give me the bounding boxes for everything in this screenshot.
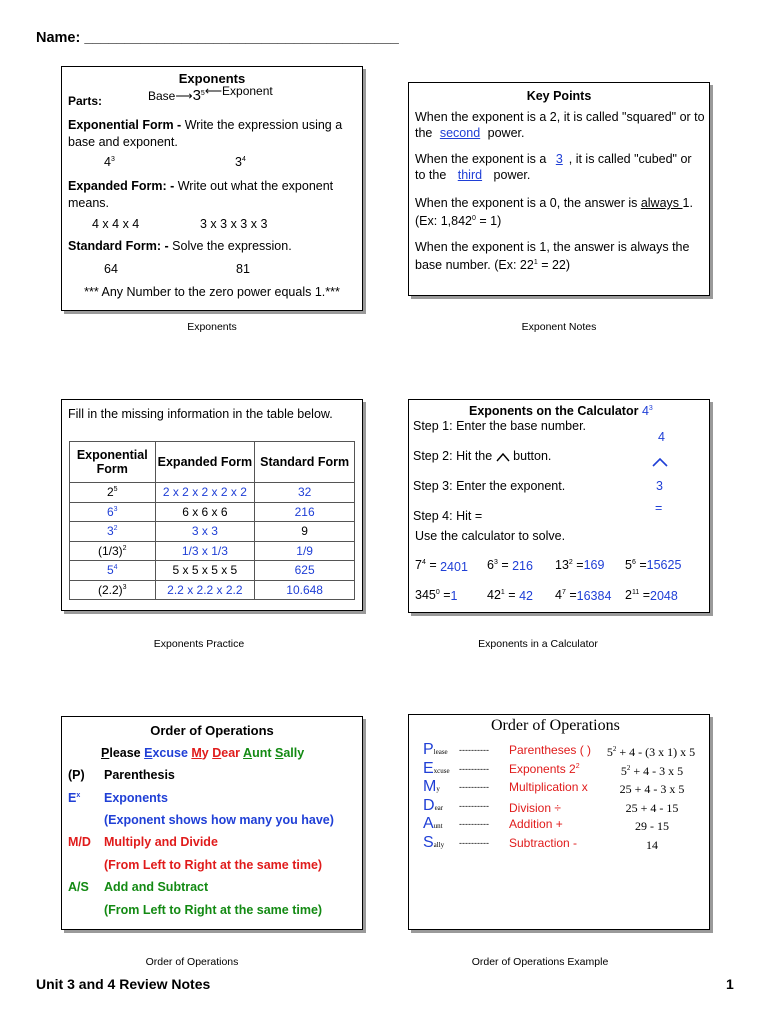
prob-exp: 6	[631, 558, 636, 566]
op-label	[509, 799, 591, 818]
prob-answer: 169	[583, 558, 605, 572]
dash-line: ----------	[459, 782, 489, 792]
letter-small: y	[436, 785, 440, 793]
cell-base: (2.2)	[97, 582, 123, 597]
prob-eq: =	[572, 558, 584, 572]
calc-problem	[555, 558, 604, 572]
text-add-subtract: Add and Subtract	[104, 880, 209, 894]
table-row	[70, 522, 355, 542]
exponential-form-text: Write the expression using a base and exponent.	[68, 118, 343, 149]
base-arrow: ⟶	[175, 89, 193, 103]
side-equals: =	[655, 501, 663, 515]
side-caret-icon	[651, 456, 669, 468]
letter-small: lease	[433, 748, 448, 756]
header-expanded: Expanded Form	[155, 442, 255, 483]
cell-exponential	[70, 502, 156, 522]
prob-eq: =	[639, 588, 651, 602]
calc-title-base: 4	[641, 404, 649, 418]
cell-exp: 2	[113, 525, 118, 533]
code-p: (P)	[68, 768, 85, 782]
prob-answer: 15625	[646, 558, 682, 572]
example-row	[423, 778, 450, 797]
ex2-base: 3	[235, 155, 242, 169]
prob-answer: 2048	[650, 589, 678, 603]
example-letters	[423, 741, 450, 852]
p2-tail: power.	[490, 168, 531, 182]
example-row	[423, 815, 450, 834]
calc-step-5: Use the calculator to solve.	[415, 529, 566, 543]
prob-exp: 4	[421, 558, 426, 566]
work-pre: 25 + 4 - 3 x 5	[619, 782, 685, 796]
dash-line: ----------	[459, 837, 489, 848]
prob-eq: =	[635, 558, 647, 572]
work-pre: 29 - 15	[635, 819, 669, 833]
exp-arrow: ⟵	[204, 84, 223, 98]
p3-answer: always	[640, 196, 683, 210]
prob-answer: 1	[450, 589, 458, 603]
cell-base: 2	[106, 485, 114, 500]
prob-answer: 2401	[440, 560, 468, 574]
mnemonic-p-rest: lease	[109, 746, 145, 760]
practice-instruction: Fill in the missing information in the table below.	[68, 407, 333, 421]
caption-order-example: Order of Operations Example	[471, 956, 609, 968]
exponential-example-1	[104, 155, 115, 169]
letter-big: S	[423, 833, 434, 851]
calc-step-1: Step 1: Enter the base number.	[413, 419, 587, 433]
work-post: + 4 - (3 x 1) x 5	[616, 745, 696, 759]
letter-small: ear	[434, 803, 444, 812]
ex1-base: 4	[104, 155, 111, 169]
cell-exponential	[70, 580, 156, 600]
p3-text: When the exponent is a 0, the answer is	[415, 196, 641, 210]
header-standard: Standard Form	[255, 442, 355, 483]
mnemonic-s: S	[275, 746, 284, 760]
letter-small: unt	[433, 822, 443, 830]
side-base: 4	[658, 430, 665, 444]
calc-step-3: Step 3: Enter the exponent.	[413, 479, 566, 493]
prob-eq: =	[439, 588, 451, 602]
mnemonic-m: M	[191, 746, 202, 760]
name-label: Name:	[36, 30, 85, 46]
expanded-form-def	[68, 178, 360, 212]
code-as: A/S	[68, 880, 89, 894]
work-sup: 2	[612, 745, 617, 753]
cell-exp: 3	[122, 583, 127, 591]
cell-standard: 625	[255, 561, 355, 581]
caret-icon	[496, 452, 510, 462]
mnemonic-a-rest: unt	[252, 746, 275, 760]
slide4-title	[469, 404, 653, 418]
zero-power-note: *** Any Number to the zero power equals 1.***	[84, 285, 340, 299]
side-exp: 3	[656, 479, 663, 493]
page-number: 1	[726, 976, 734, 992]
standard-form-def	[68, 239, 292, 253]
op-label	[509, 780, 591, 799]
p1-tail: power.	[484, 126, 525, 140]
code-e-letter: E	[68, 791, 77, 805]
work-step	[595, 801, 709, 820]
step2-tail: button.	[509, 449, 552, 463]
p2-mid: , it is called "cubed" or to the	[415, 152, 692, 182]
calc-problem	[625, 588, 678, 602]
prob-base: 13	[555, 558, 569, 572]
prob-exp: 3	[493, 558, 498, 566]
calc-problem	[625, 558, 681, 572]
example-row	[423, 834, 450, 853]
example-row	[423, 797, 450, 816]
mnemonic-p: P	[101, 746, 110, 760]
calc-step-2	[413, 449, 551, 463]
calc-problem	[487, 558, 533, 572]
p3-tail: = 1)	[475, 214, 502, 229]
cell-standard: 10.648	[255, 580, 355, 600]
base-label: Base	[148, 89, 176, 103]
prob-eq: =	[425, 558, 441, 572]
prob-exp: 2	[568, 558, 573, 566]
key-point-squared	[415, 109, 705, 141]
slide-order-of-operations	[61, 716, 363, 930]
header-exponential: Exponential Form	[70, 442, 156, 483]
cell-exponential	[70, 522, 156, 542]
exponent-label: Exponent	[222, 84, 273, 98]
slide-key-points	[408, 82, 710, 296]
cell-base: (1/3)	[97, 543, 123, 558]
letter-big: P	[423, 741, 434, 758]
cell-base: 3	[106, 524, 114, 539]
op-label-text: Subtraction -	[509, 835, 578, 850]
ex1-exp: 3	[110, 155, 115, 163]
p2-answer-1: 3	[555, 152, 563, 166]
table-row	[70, 580, 355, 600]
base-digit: 3	[192, 87, 201, 104]
letter-small: xcuse	[433, 766, 450, 775]
caption-exponent-notes: Exponent Notes	[521, 321, 597, 333]
work-pre: 5	[620, 763, 627, 778]
code-e-sup: x	[76, 791, 81, 799]
dash-line: ----------	[459, 763, 489, 774]
p3-exp: 0	[471, 215, 476, 222]
prob-answer: 216	[512, 559, 533, 573]
cell-exp: 3	[113, 505, 118, 513]
op-label	[509, 817, 591, 836]
cell-exp: 2	[122, 544, 127, 552]
work-pre: 5	[606, 745, 613, 759]
calc-title: Exponents on the Calculator	[469, 404, 639, 418]
expanded-example-2: 3 x 3 x 3 x 3	[200, 217, 268, 231]
base-exp: 5	[200, 90, 205, 97]
table-row	[70, 541, 355, 561]
prob-base: 345	[415, 588, 436, 602]
prob-eq: =	[504, 588, 520, 602]
prob-exp: 7	[561, 588, 566, 596]
op-label	[509, 836, 591, 855]
p4-text: When the exponent is 1, the answer is always the base number. (Ex: 22	[415, 240, 690, 273]
calc-problem	[555, 588, 611, 602]
dash-line: ----------	[459, 745, 489, 755]
dash-line: ----------	[459, 819, 489, 829]
letter-small: ally	[433, 840, 445, 849]
dash-line: ----------	[459, 800, 489, 811]
cell-expanded: 2.2 x 2.2 x 2.2	[155, 580, 255, 600]
calc-problem	[415, 588, 458, 602]
p1-text: When the exponent is a 2, it is called "squared" or to the	[415, 110, 705, 140]
exponential-form-label: Exponential Form -	[68, 118, 185, 132]
example-dashes	[459, 745, 489, 856]
practice-table	[69, 441, 355, 600]
work-step	[595, 819, 709, 838]
cell-exponential	[70, 561, 156, 581]
code-md: M/D	[68, 835, 91, 849]
mnemonic-m-rest: y	[201, 746, 213, 760]
slide1-title: Exponents	[178, 71, 246, 86]
work-step	[595, 764, 709, 783]
prob-base: 7	[415, 558, 422, 572]
calc-title-exp: 3	[648, 404, 653, 412]
mnemonic-a: A	[243, 746, 253, 760]
table-row	[70, 502, 355, 522]
ex2-exp: 4	[241, 155, 246, 163]
cell-expanded: 1/3 x 1/3	[155, 541, 255, 561]
example-labels	[509, 743, 591, 854]
mnemonic-d-rest: ear	[221, 746, 244, 760]
op-label-text: Exponents 2	[509, 761, 576, 776]
text-exponents: Exponents	[104, 791, 168, 805]
calc-problem	[487, 588, 533, 602]
expanded-form-text: Write out what the exponent means.	[68, 179, 334, 210]
work-post: + 4 - 3 x 5	[630, 763, 684, 778]
calc-title-example	[642, 404, 653, 418]
key-point-zero	[415, 195, 705, 229]
expanded-form-label: Expanded Form: -	[68, 179, 178, 193]
footer-title: Unit 3 and 4 Review Notes	[36, 976, 211, 992]
op-label-sup: 2	[575, 762, 580, 770]
work-pre: 25 + 4 - 15	[625, 800, 679, 815]
calc-problem	[415, 558, 468, 572]
mnemonic-d: D	[212, 746, 222, 760]
p4-exp: 1	[533, 259, 538, 266]
cell-exp: 4	[113, 564, 118, 572]
key-point-one	[415, 239, 707, 273]
cell-expanded: 5 x 5 x 5 x 5	[155, 561, 255, 581]
work-step	[595, 782, 709, 801]
caption-calculator: Exponents in a Calculator	[478, 638, 598, 650]
prob-base: 6	[487, 558, 494, 572]
mnemonic-e: E	[144, 746, 153, 760]
prob-answer: 42	[519, 589, 533, 603]
slide6-title: Order of Operations	[491, 717, 620, 734]
step2-text: Step 2: Hit the	[413, 449, 496, 463]
p4-tail: = 22)	[537, 258, 571, 273]
p2-text: When the exponent is a	[415, 152, 550, 166]
letter-big: E	[423, 759, 434, 777]
op-label-text: Addition +	[509, 817, 563, 831]
mnemonic-s-rest: ally	[283, 746, 305, 760]
cell-expanded: 6 x 6 x 6	[155, 502, 255, 522]
prob-eq: =	[497, 558, 513, 572]
work-step	[593, 745, 709, 764]
text-parenthesis: Parenthesis	[104, 768, 175, 782]
p2-answer-2: third	[457, 168, 483, 182]
op-label-text: Multiplication x	[509, 780, 588, 794]
op-label	[509, 743, 591, 762]
exponential-example-2	[235, 155, 246, 169]
caption-order-of-operations: Order of Operations	[145, 956, 239, 968]
text-multiply-divide: Multiply and Divide	[104, 835, 218, 849]
mnemonic-e-rest: xcuse	[152, 746, 192, 760]
parts-label: Parts:	[68, 94, 103, 108]
cell-exp: 5	[113, 486, 118, 494]
calc-step-4: Step 4: Hit =	[413, 509, 483, 523]
slide5-title: Order of Operations	[150, 723, 274, 738]
caption-exponents-practice: Exponents Practice	[153, 638, 245, 650]
cell-exponential	[70, 483, 156, 503]
cell-standard: 32	[255, 483, 355, 503]
standard-example-1: 64	[104, 262, 118, 276]
example-row	[423, 760, 450, 779]
op-label	[509, 762, 591, 781]
work-pre: 14	[646, 837, 658, 852]
slide-calculator	[408, 399, 710, 613]
text-exponents-note: (Exponent shows how many you have)	[104, 813, 334, 827]
key-point-cubed	[415, 151, 705, 183]
cell-exponential	[70, 541, 156, 561]
name-blank: _______________________________________	[84, 30, 399, 46]
example-work	[595, 745, 709, 856]
cell-standard: 216	[255, 502, 355, 522]
op-label-text: Parentheses ( )	[509, 743, 592, 757]
cell-base: 6	[106, 504, 114, 519]
prob-base: 2	[625, 588, 632, 602]
standard-form-text: Solve the expression.	[172, 239, 292, 253]
example-row	[423, 741, 450, 760]
slide-exponents-practice	[61, 399, 363, 611]
work-sup: 2	[626, 763, 631, 772]
table-row	[70, 561, 355, 581]
prob-answer: 16384	[576, 589, 612, 603]
work-step	[595, 838, 709, 857]
cell-standard: 1/9	[255, 541, 355, 561]
cell-expanded: 2 x 2 x 2 x 2 x 2	[155, 483, 255, 503]
op-label-text: Division ÷	[509, 800, 561, 815]
letter-big: M	[423, 778, 437, 795]
letter-big: D	[423, 796, 435, 814]
exponential-form-def	[68, 117, 358, 151]
slide2-title: Key Points	[526, 89, 592, 103]
table-row	[70, 483, 355, 503]
letter-big: A	[423, 815, 434, 832]
text-add-subtract-note: (From Left to Right at the same time)	[104, 903, 323, 917]
caption-exponents: Exponents	[187, 321, 237, 333]
prob-exp: 11	[631, 588, 640, 596]
p3-example: 1. (Ex: 1,842	[415, 196, 693, 229]
prob-exp: 1	[500, 588, 505, 596]
slide-order-example	[408, 714, 710, 930]
table-header-row	[70, 442, 355, 483]
cell-standard: 9	[255, 522, 355, 542]
text-multiply-divide-note: (From Left to Right at the same time)	[104, 858, 323, 872]
p1-answer: second	[439, 126, 481, 140]
prob-base: 42	[487, 588, 501, 602]
cell-expanded: 3 x 3	[155, 522, 255, 542]
prob-exp: 0	[435, 588, 440, 596]
standard-example-2: 81	[236, 262, 250, 276]
mnemonic	[101, 746, 304, 760]
name-line	[36, 30, 399, 46]
code-e	[68, 791, 80, 805]
base-diagram	[148, 84, 273, 104]
expanded-example-1: 4 x 4 x 4	[92, 217, 140, 231]
prob-base: 5	[625, 558, 632, 572]
prob-eq: =	[565, 588, 577, 602]
standard-form-label: Standard Form: -	[68, 239, 173, 253]
cell-base: 5	[106, 563, 114, 578]
slide-exponents	[61, 66, 363, 311]
prob-base: 4	[555, 588, 562, 602]
